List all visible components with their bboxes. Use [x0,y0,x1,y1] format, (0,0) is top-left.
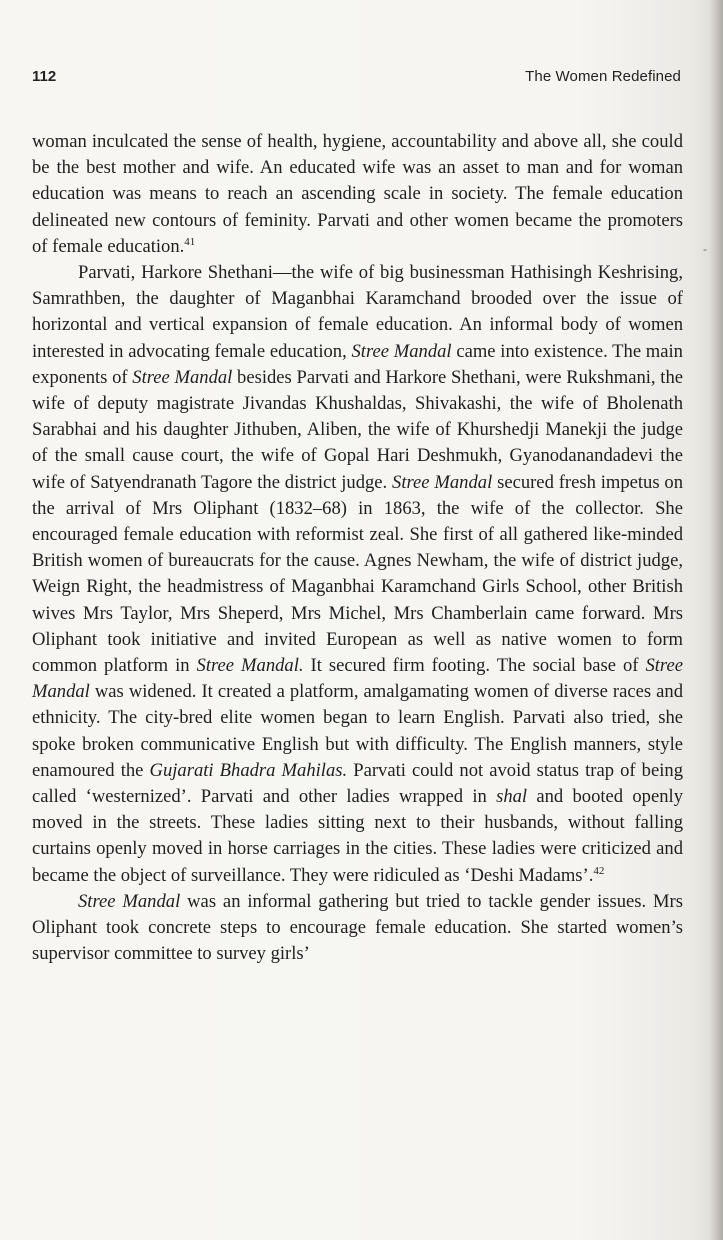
italic-term: Stree Mandal [32,655,683,703]
book-title: The Women Redefined [525,68,681,85]
italic-term: Stree Mandal [78,890,181,912]
italic-term: Stree Mandal. [196,655,304,677]
page-edge-shadow [709,0,723,1240]
footnote-ref-42: 42 [593,864,605,877]
running-head [32,68,681,92]
italic-term: shal [496,786,528,808]
page-number: 112 [32,68,57,85]
paragraph-2: Parvati, Harkore Shethani—the wife of big businessman Hathisingh Keshrising, Samrathben, the daughter of Maganbhai Karamchand brooded over the issue of horizontal and vertical expansion of female education. An informal body of women interested in advocating female education, Stree Mandal came into existence. The main exponents of Stree Mandal besides Parvati and Harkore Shethani, were Rukshmani, the wife of deputy magistrate Jivandas Khushaldas, Shivakashi, the wife of Bholenath Sarabhai and his daughter Jithuben, Aliben, the wife of Khurshedji Manekji the judge of the small cause court, the wife of Gopal Hari Deshmukh, Gyanodanandadevi the wife of Satyendranath Tagore the district judge. Stree Mandal secured fresh impetus on the arrival of Mrs Oliphant (1832–68) in 1863, the wife of the collector. She encouraged female education with reformist zeal. She first of all gathered like-minded British women of bureaucrats for the cause. Agnes Newham, the wife of district judge, Weign Right, the headmistress of Maganbhai Karamchand Girls School, other British wives Mrs Taylor, Mrs Sheperd, Mrs Michel, Mrs Chamberlain came forward. Mrs Oliphant took initiative and invited European as well as native women to form common platform in Stree Mandal. It secured firm footing. The social base of Stree Mandal was widened. It created a platform, amalgamating women of diverse races and ethnicity. The city-bred elite women began to learn English. Parvati also tried, she spoke broken communicative English but with difficulty. The English manners, style enamoured the Gujarati Bhadra Mahilas. Parvati could not avoid status trap of being called ‘westernized’. Parvati and other ladies wrapped in shal and booted openly moved in the streets. These ladies sitting next to their husbands, without falling curtains openly moved in horse carriages in the cities. These ladies were criticized and became the object of surveillance. They were ridiculed as ‘Deshi Madams’.$^{42}$ [32,262,683,886]
italic-term: Stree Mandal [351,340,452,362]
footnote-ref-41: 41 [184,235,196,248]
body-text [32,129,683,968]
italic-term: Stree Mandal [132,366,233,388]
italic-term: Gujarati Bhadra Mahilas. [149,759,348,781]
paragraph-1: woman inculcated the sense of health, hygiene, accountability and above all, she could be the best mother and wife. An educated wife was an asset to man and for woman education was means to reach an ascending scale in society. The female education delineated new contours of feminity. Parvati and other women became the promoters of female education.$^{41}$ [32,131,683,257]
margin-mark: - [703,242,707,256]
paragraph-3: Stree Mandal was an informal gathering but tried to tackle gender issues. Mrs Oliphant took concrete steps to encourage female education. She started women’s supervisor committee to survey girls’ [32,890,683,965]
italic-term: Stree Mandal [392,471,493,493]
